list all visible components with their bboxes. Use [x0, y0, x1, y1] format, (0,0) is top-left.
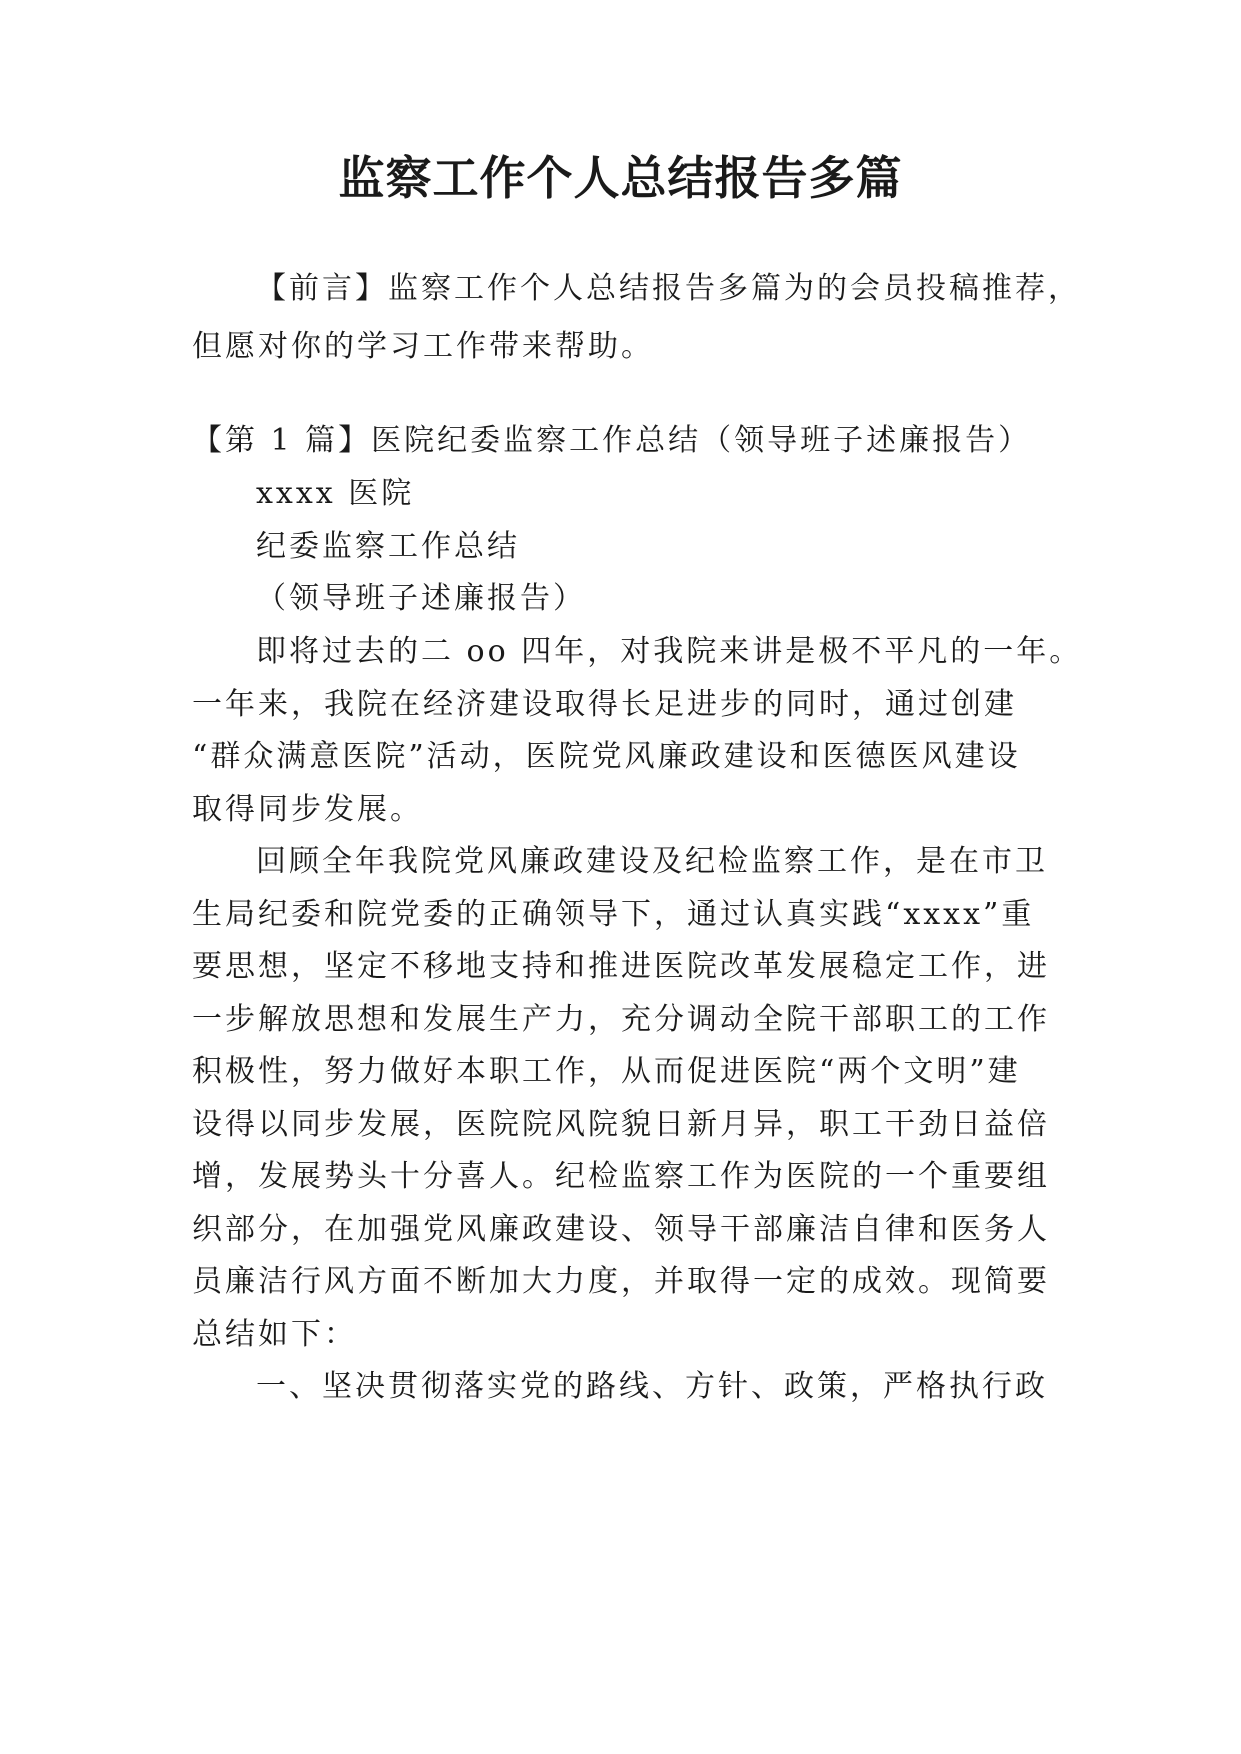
paragraph-line: 取得同步发展。 — [192, 792, 423, 827]
paragraph-line: 总结如下： — [192, 1317, 357, 1352]
paragraph-line: 要思想，坚定不移地支持和推进医院改革发展稳定工作，进 — [192, 949, 1050, 984]
paragraph-line: 回顾全年我院党风廉政建设及纪检监察工作，是在市卫 — [256, 844, 1048, 879]
paragraph-line: 设得以同步发展，医院院风院貌日新月异，职工干劲日益倍 — [192, 1107, 1050, 1142]
paragraph-line: 生局纪委和院党委的正确领导下，通过认真实践“xxxx”重 — [192, 897, 1035, 932]
paragraph-line: 一步解放思想和发展生产力，充分调动全院干部职工的工作 — [192, 1002, 1050, 1037]
paragraph-line: 一年来，我院在经济建设取得长足进步的同时，通过创建 — [192, 687, 1017, 722]
paragraph-line: 一、坚决贯彻落实党的路线、方针、政策，严格执行政 — [256, 1369, 1048, 1404]
section-subtitle: 纪委监察工作总结 — [256, 529, 520, 564]
preface-line: 但愿对你的学习工作带来帮助。 — [192, 329, 654, 364]
section-subtitle-note: （领导班子述廉报告） — [256, 581, 586, 616]
paragraph-line: 员廉洁行风方面不断加大力度，并取得一定的成效。现简要 — [192, 1264, 1050, 1299]
paragraph-line: 增，发展势头十分喜人。纪检监察工作为医院的一个重要组 — [192, 1159, 1050, 1194]
document-title: 监察工作个人总结报告多篇 — [338, 151, 903, 205]
paragraph-line: 织部分，在加强党风廉政建设、领导干部廉洁自律和医务人 — [192, 1212, 1050, 1247]
hospital-name: xxxx 医院 — [256, 476, 415, 511]
preface-line: 【前言】监察工作个人总结报告多篇为的会员投稿推荐， — [256, 271, 1081, 306]
paragraph-line: “群众满意医院”活动，医院党风廉政建设和医德医风建设 — [192, 739, 1021, 774]
paragraph-line: 即将过去的二 oo 四年，对我院来讲是极不平凡的一年。 — [256, 634, 1083, 669]
section-heading: 【第 1 篇】医院纪委监察工作总结（领导班子述廉报告） — [192, 423, 1032, 458]
paragraph-line: 积极性，努力做好本职工作，从而促进医院“两个文明”建 — [192, 1054, 1021, 1089]
